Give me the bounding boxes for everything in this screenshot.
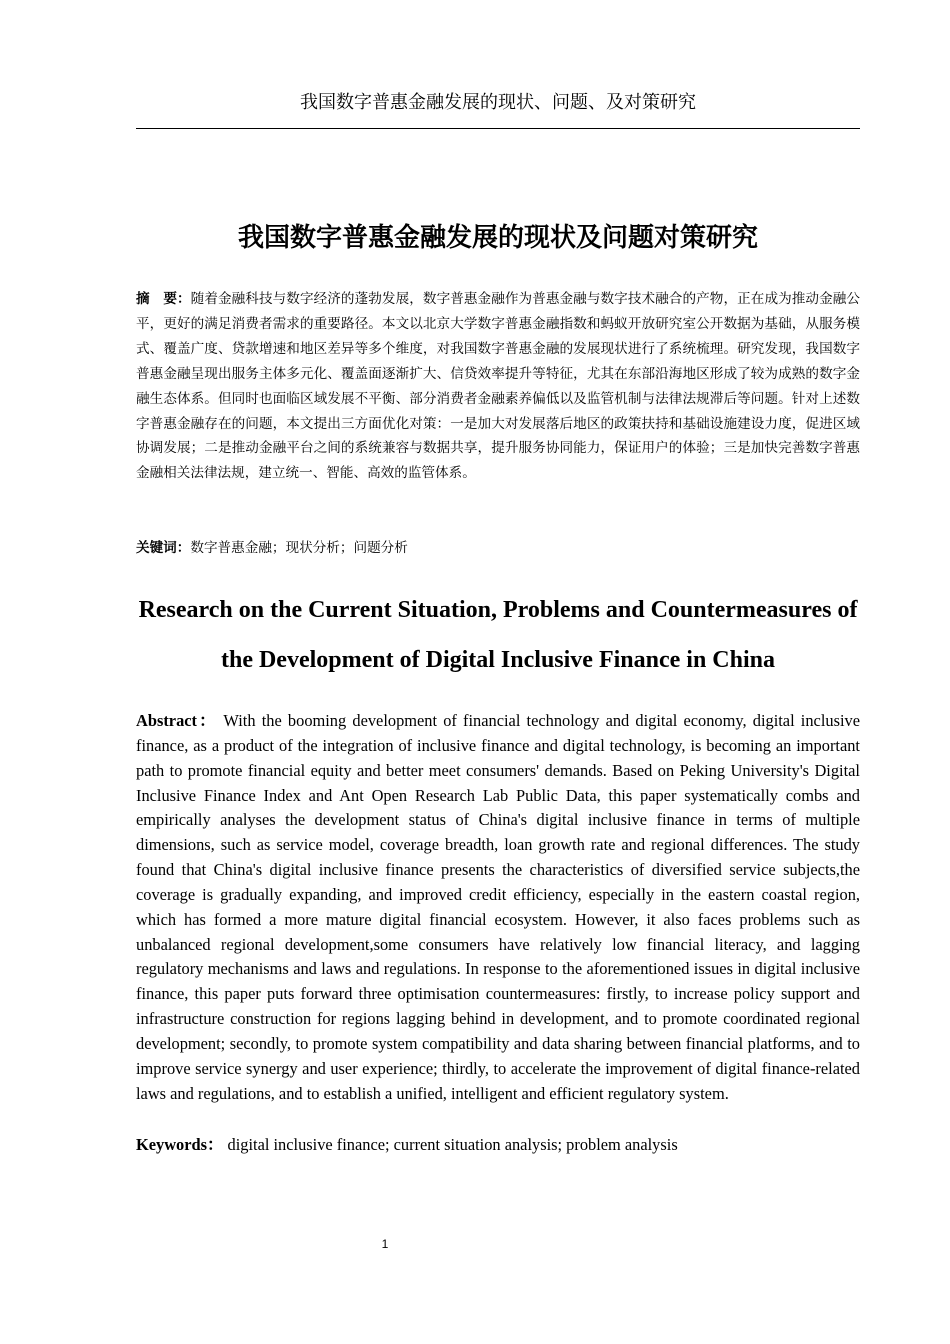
chinese-abstract-label: 摘 要： (136, 291, 191, 307)
chinese-keywords (136, 536, 860, 561)
chinese-title: 我国数字普惠金融发展的现状及问题对策研究 (237, 223, 758, 253)
running-header: 我国数字普惠金融发展的现状、问题、及对策研究 (300, 92, 696, 113)
chinese-keywords-label: 关键词： (136, 540, 191, 556)
chinese-abstract-text: 随着金融科技与数字经济的蓬勃发展，数字普惠金融作为普惠金融与数字技术融合的产物，正在成为推动金融公平，更好的满足消费者需求的重要路径。本文以北京大学数字普惠金融指数和蚂蚁开放研究室公开数据为基础，从服务模式、覆盖广度、贷款增速和地区差异等多个维度，对我国数字普惠金融的发展现状进行了系统梳理。研究发现，我国数字普惠金融呈现出服务主体多元化、覆盖面逐渐扩大、信贷效率提升等特征，尤其在东部沿海地区形成了较为成熟的数字金融生态体系。但同时也面临区域发展不平衡、部分消费者金融素养偏低以及监管机制与法律法规滞后等问题。针对上述数字普惠金融存在的问题，本文提出三方面优化对策：一是加大对发展落后地区的政策扶持和基础设施建设力度，促进区域协调发展；二是推动金融平台之间的系统兼容与数据共享，提升服务协同能力，保证用户的体验；三是加快完善数字普惠金融相关法律法规，建立统一、智能、高效的监管体系。 (136, 291, 861, 482)
english-abstract (136, 709, 860, 1107)
english-title (136, 585, 860, 685)
page-number: 1 (381, 1237, 389, 1251)
english-keywords-label: Keywords： (136, 1135, 224, 1154)
english-title-line-2: the Development of Digital Inclusive Finance in China (220, 647, 775, 673)
chinese-keywords-text: 数字普惠金融；现状分析；问题分析 (190, 540, 408, 556)
english-title-line-1: Research on the Current Situation, Problems and Countermeasures of (138, 597, 858, 623)
english-keywords-text: digital inclusive finance; current situation analysis; problem analysis (223, 1135, 678, 1154)
english-abstract-text: With the booming development of financial technology and digital economy, digital inclusive finance, as a product of the integration of inclusive finance and digital technology, is becoming an important path to promote financial equity and better meet consumers' demands. Based on Peking University's Digital Inclusive Finance Index and Ant Open Research Lab Public Data, this paper systematically combs and empirically analyses the development status of China's digital inclusive finance in terms of multiple dimensions, such as service model, coverage breadth, loan growth rate and regional differences. The study found that China's digital inclusive finance presents the characteristics of diversified service subjects,the coverage is gradually expanding, and improved credit efficiency, especially in the eastern coastal region, which has formed a more mature digital financial ecosystem. However, it also faces problems such as unbalanced regional development,some consumers have relatively low financial literacy, and lagging regulatory mechanisms and laws and regulations. In response to the aforementioned issues in digital inclusive finance, this paper puts forward three optimisation countermeasures: firstly, to increase policy support and infrastructure construction for regions lagging behind in development, and to promote coordinated regional development; secondly, to promote system compatibility and data sharing between financial platforms, and to improve service synergy and user experience; thirdly, to accelerate the improvement of digital finance-related laws and regulations, and to establish a unified, intelligent and efficient regulatory system. (136, 711, 860, 1103)
chinese-abstract (136, 287, 860, 486)
header-divider (136, 128, 860, 129)
english-abstract-label: Abstract： (136, 711, 218, 730)
english-keywords (136, 1133, 860, 1158)
